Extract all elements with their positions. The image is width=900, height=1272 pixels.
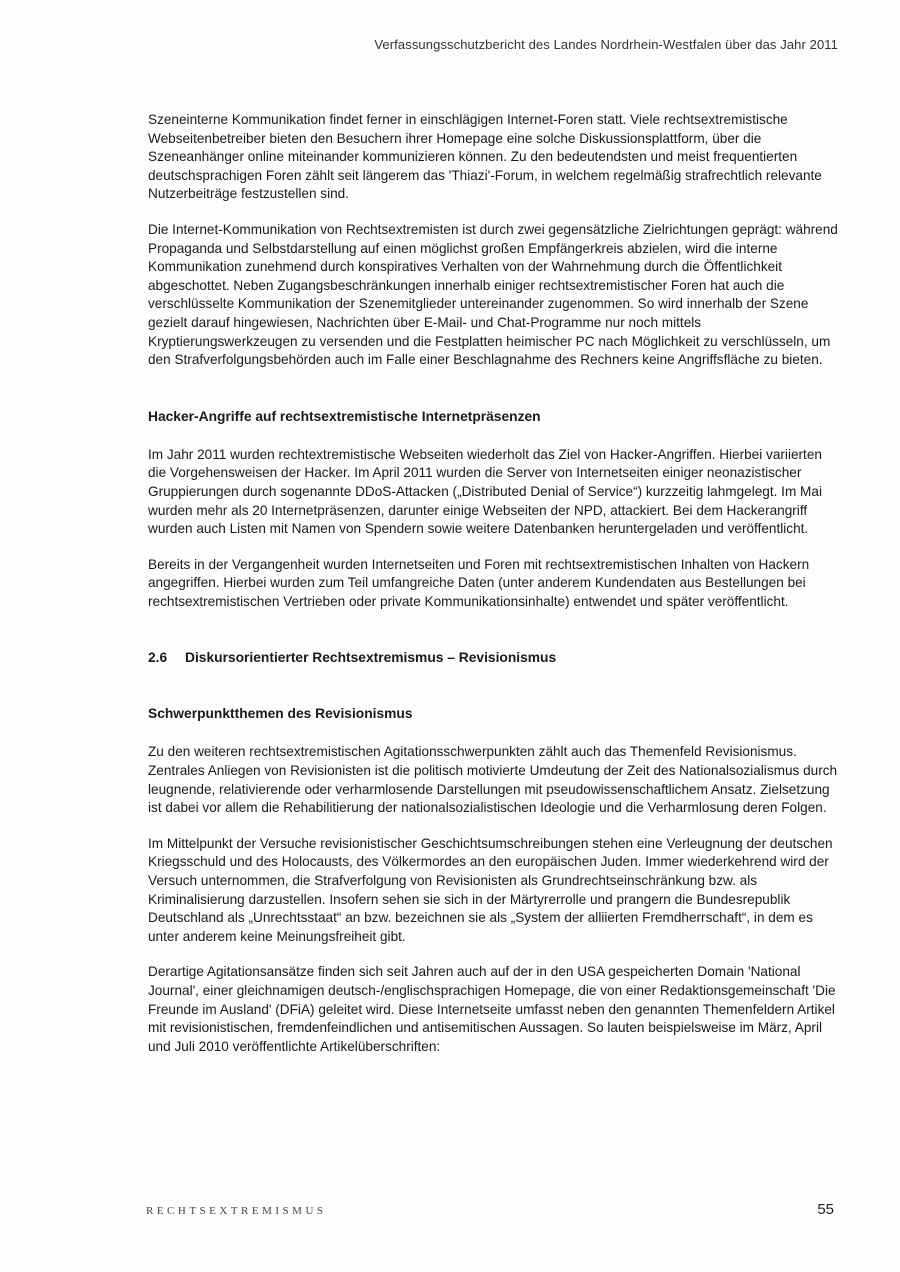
page-number: 55: [817, 1201, 834, 1218]
section-title: Diskursorientierter Rechtsextremismus – Revisionismus: [185, 650, 557, 666]
subheading-hacker-attacks: Hacker-Angriffe auf rechtsextremistische Internetpräsenzen: [148, 408, 541, 424]
running-header: Verfassungsschutzbericht des Landes Nordrhein-Westfalen über das Jahr 2011: [374, 37, 838, 52]
paragraph-revisionism-focus: Im Mittelpunkt der Versuche revisionistischer Geschichtsumschreibungen stehen eine Verleugnung der deutschen Kriegsschuld und des Holocausts, des Völkermordes an den europäischen Juden. Immer wiederkehrend wird der Versuch unternommen, die Strafverfolgung von Revisionisten als Grundrechtseinschränkung bzw. als Kriminalisierung darzustellen. Insofern sehen sie sich in der Märtyrerrolle und prangern die Bundesrepublik Deutschland als „Unrechtsstaat“ an bzw. bezeichnen sie als „System der alliierten Fremdherrschaft“, in dem es unter anderem keine Meinungsfreiheit gibt.: [148, 835, 833, 944]
section-heading: [148, 649, 842, 667]
section-number: 2.6: [148, 650, 168, 666]
paragraph-revisionism-intro: Zu den weiteren rechtsextremistischen Agitationsschwerpunkten zählt auch das Themenfeld Revisionismus. Zentrales Anliegen von Revisionisten ist die politisch motivierte Umdeutung der Zeit des Nationalsozialismus durch leugnende, relativierende oder verharmlosende Darstellungen mit pseudowissenschaftlichem Ansatz. Zielsetzung ist dabei vor allem die Rehabilitierung der nationalsozialistischen Ideologie und die Verharmlosung deren Folgen.: [148, 744, 838, 816]
paragraph-national-journal: Derartige Agitationsansätze finden sich seit Jahren auch auf der in den USA gespeicherten Domain 'National Journal', einer gleichnamigen deutsch-/englischsprachigen Homepage, die von einer Redaktionsgemeinschaft 'Die Freunde im Ausland' (DFiA) geleitet wird. Diese Internetseite umfasst neben den genannten Themenfeldern Artikel mit revisionistischen, fremdenfeindlichen und antisemitischen Aussagen. So lauten beispielsweise im März, April und Juli 2010 veröffentlichte Artikelüberschriften:: [148, 964, 836, 1054]
paragraph-forums: Szeneinterne Kommunikation findet ferner in einschlägigen Internet-Foren statt. Viele rechtsextremistische Webseitenbetreiber bieten den Besuchern ihrer Homepage eine solche Diskussionsplattform, über die Szeneanhänger online miteinander kommunizieren können. Zu den bedeutendsten und meist frequentierten deutschsprachigen Foren zählt seit längerem das 'Thiazi'-Forum, in welchem regelmäßig strafrechtlich relevante Nutzerbeiträge festzustellen sind.: [148, 112, 822, 202]
footer-section-label: RECHTSEXTREMISMUS: [146, 1205, 327, 1217]
paragraph-hacker-2011: Im Jahr 2011 wurden rechtextremistische Webseiten wiederholt das Ziel von Hacker-Angriffen. Hierbei variierten die Vorgehensweisen der Hacker. Im April 2011 wurden die Server von Internetseiten einiger neonazistischer Gruppierungen durch sogenannte DDoS-Attacken („Distributed Denial of Service“) kurzzeitig lahmgelegt. Im Mai wurden mehr als 20 Internetpräsenzen, darunter einige Webseiten der NPD, attackiert. Bei dem Hackerangriff wurden auch Listen mit Namen von Spendern sowie weitere Datenbanken heruntergeladen und veröffentlicht.: [148, 446, 822, 537]
subheading-revisionism-topics: Schwerpunktthemen des Revisionismus: [148, 706, 413, 722]
main-content: [148, 111, 842, 1056]
paragraph-hacker-past: Bereits in der Vergangenheit wurden Internetseiten und Foren mit rechtsextremistischen Inhalten von Hackern angegriffen. Hierbei wurden zum Teil umfangreiche Daten (unter anderem Kundendaten aus Bestellungen bei rechtsextremistischen Vertrieben oder private Kommunikationsinhalte) entwendet und später veröffentlicht.: [148, 556, 810, 609]
paragraph-internal-communication: Die Internet-Kommunikation von Rechtsextremisten ist durch zwei gegensätzliche Zielrichtungen geprägt: während Propaganda und Selbstdarstellung auf einen möglichst großen Empfängerkreis abzielen, wird die interne Kommunikation zunehmend durch konspiratives Verhalten von der Wahrnehmung durch die Öffentlichkeit abgeschottet. Neben Zugangsbeschränkungen innerhalb einiger rechtsextremistischer Foren hat auch die verschlüsselte Kommunikation der Szenemitglieder untereinander zugenommen. So wird innerhalb der Szene gezielt darauf hingewiesen, Nachrichten über E-Mail- und Chat-Programme nur noch mittels Kryptierungswerkzeugen zu versenden und die Festplatten heimischer PC nach Möglichkeit zu verschlüsseln, um den Strafverfolgungsbehörden auch im Falle einer Beschlagnahme des Rechners keine Angriffsfläche zu bieten.: [148, 221, 838, 368]
